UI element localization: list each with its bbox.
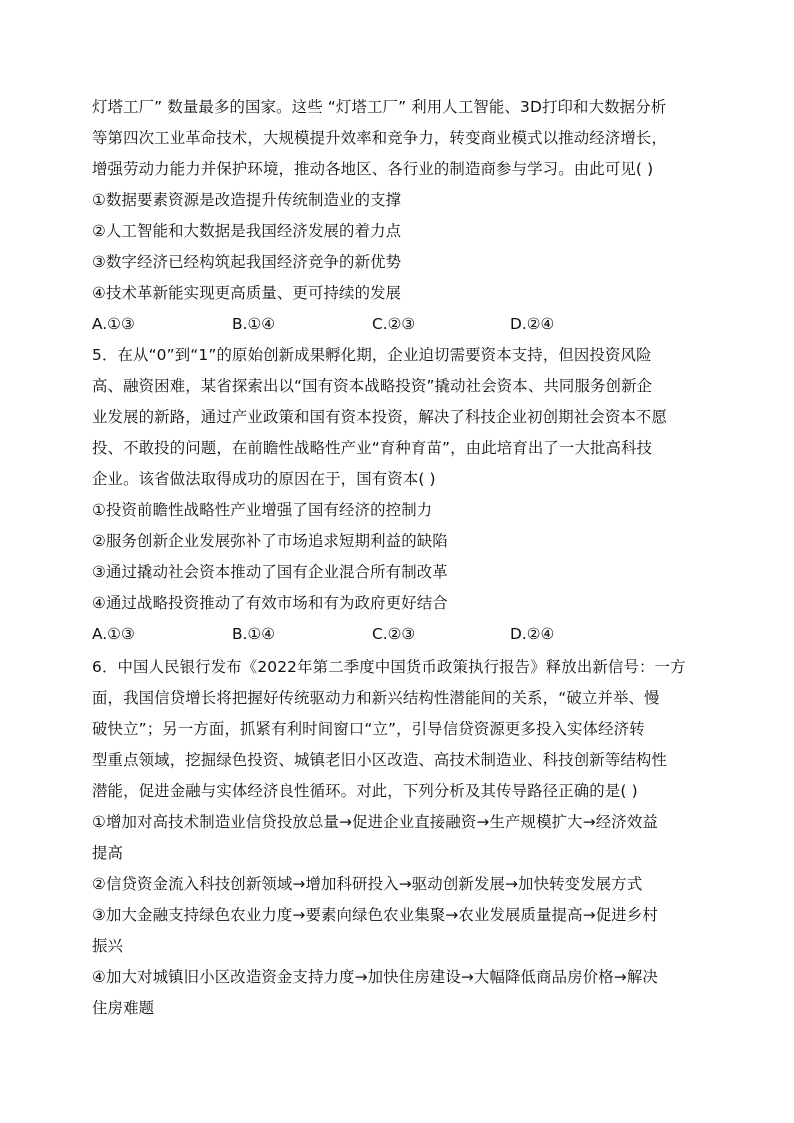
question-stem-line: 型重点领域，挖掘绿色投资、城镇老旧小区改造、高技术制造业、科技创新等结构性 [92,751,668,769]
option-c[interactable]: C.②③ [372,315,416,333]
answer-options [92,314,704,334]
question-stem-line: 面，我国信贷增长将把握好传统驱动力和新兴结构性潜能间的关系，“破立并举、慢 [92,689,660,707]
statement-4: ④加大对城镇旧小区改造资金支持力度→加快住房建设→大幅降低商品房价格→解决 [92,968,658,986]
question-stem-line: 破快立”；另一方面，抓紧有利时间窗口“立”，引导信贷资源更多投入实体经济转 [92,720,645,738]
statement-1: ①增加对高技术制造业信贷投放总量→促进企业直接融资→生产规模扩大→经济效益 [92,813,658,831]
statement-2: ②服务创新企业发展弥补了市场追求短期利益的缺陷 [92,532,448,550]
question-stem-line: 业发展的新路，通过产业政策和国有资本投资，解决了科技企业初创期社会资本不愿 [92,408,668,426]
option-d[interactable]: D.②④ [510,315,555,333]
statement-2: ②人工智能和大数据是我国经济发展的着力点 [92,222,402,240]
option-b[interactable]: B.①④ [232,315,276,333]
option-c[interactable]: C.②③ [372,625,416,643]
question-stem-line: 投、不敢投的问题，在前瞻性战略性产业“育种育苗”，由此培育出了一大批高科技 [92,439,653,457]
question-stem-line: 6．中国人民银行发布《2022年第二季度中国货币政策执行报告》释放出新信号：一方 [92,658,686,676]
option-d[interactable]: D.②④ [510,625,555,643]
statement-1: ①投资前瞻性战略性产业增强了国有经济的控制力 [92,501,433,519]
statement-2: ②信贷资金流入科技创新领域→增加科研投入→驱动创新发展→加快转变发展方式 [92,875,643,893]
question-stem-line: 5．在从“0”到“1”的原始创新成果孵化期，企业迫切需要资本支持，但因投资风险 [92,346,652,364]
question-stem-line: 高、融资困难，某省探索出以“国有资本战略投资”撬动社会资本、共同服务创新企 [92,377,653,395]
statement-3-continued: 振兴 [92,937,124,955]
statement-4: ④技术革新能实现更高质量、更可持续的发展 [92,284,402,302]
statement-1: ①数据要素资源是改造提升传统制造业的支撑 [92,191,402,209]
question-stem-line: 增强劳动力能力并保护环境，推动各地区、各行业的制造商参与学习。由此可见( ) [92,160,654,178]
statement-1-continued: 提高 [92,844,124,862]
statement-3: ③通过撬动社会资本推动了国有企业混合所有制改革 [92,563,448,581]
question-stem-line: 企业。该省做法取得成功的原因在于，国有资本( ) [92,470,436,488]
statement-3: ③数字经济已经构筑起我国经济竞争的新优势 [92,253,402,271]
question-stem-line: 等第四次工业革命技术，大规模提升效率和竞争力，转变商业模式以推动经济增长， [92,129,668,147]
option-a[interactable]: A.①③ [92,625,135,643]
statement-4-continued: 住房难题 [92,999,155,1017]
option-b[interactable]: B.①④ [232,625,276,643]
question-stem-line: 灯塔工厂” 数量最多的国家。这些 “灯塔工厂” 利用人工智能、3D打印和大数据分析 [92,98,667,116]
statement-3: ③加大金融支持绿色农业力度→要素向绿色农业集聚→农业发展质量提高→促进乡村 [92,906,658,924]
answer-options [92,624,704,644]
option-a[interactable]: A.①③ [92,315,135,333]
statement-4: ④通过战略投资推动了有效市场和有为政府更好结合 [92,594,448,612]
question-stem-line: 潜能，促进金融与实体经济良性循环。对此，下列分析及其传导路径正确的是( ) [92,782,638,800]
